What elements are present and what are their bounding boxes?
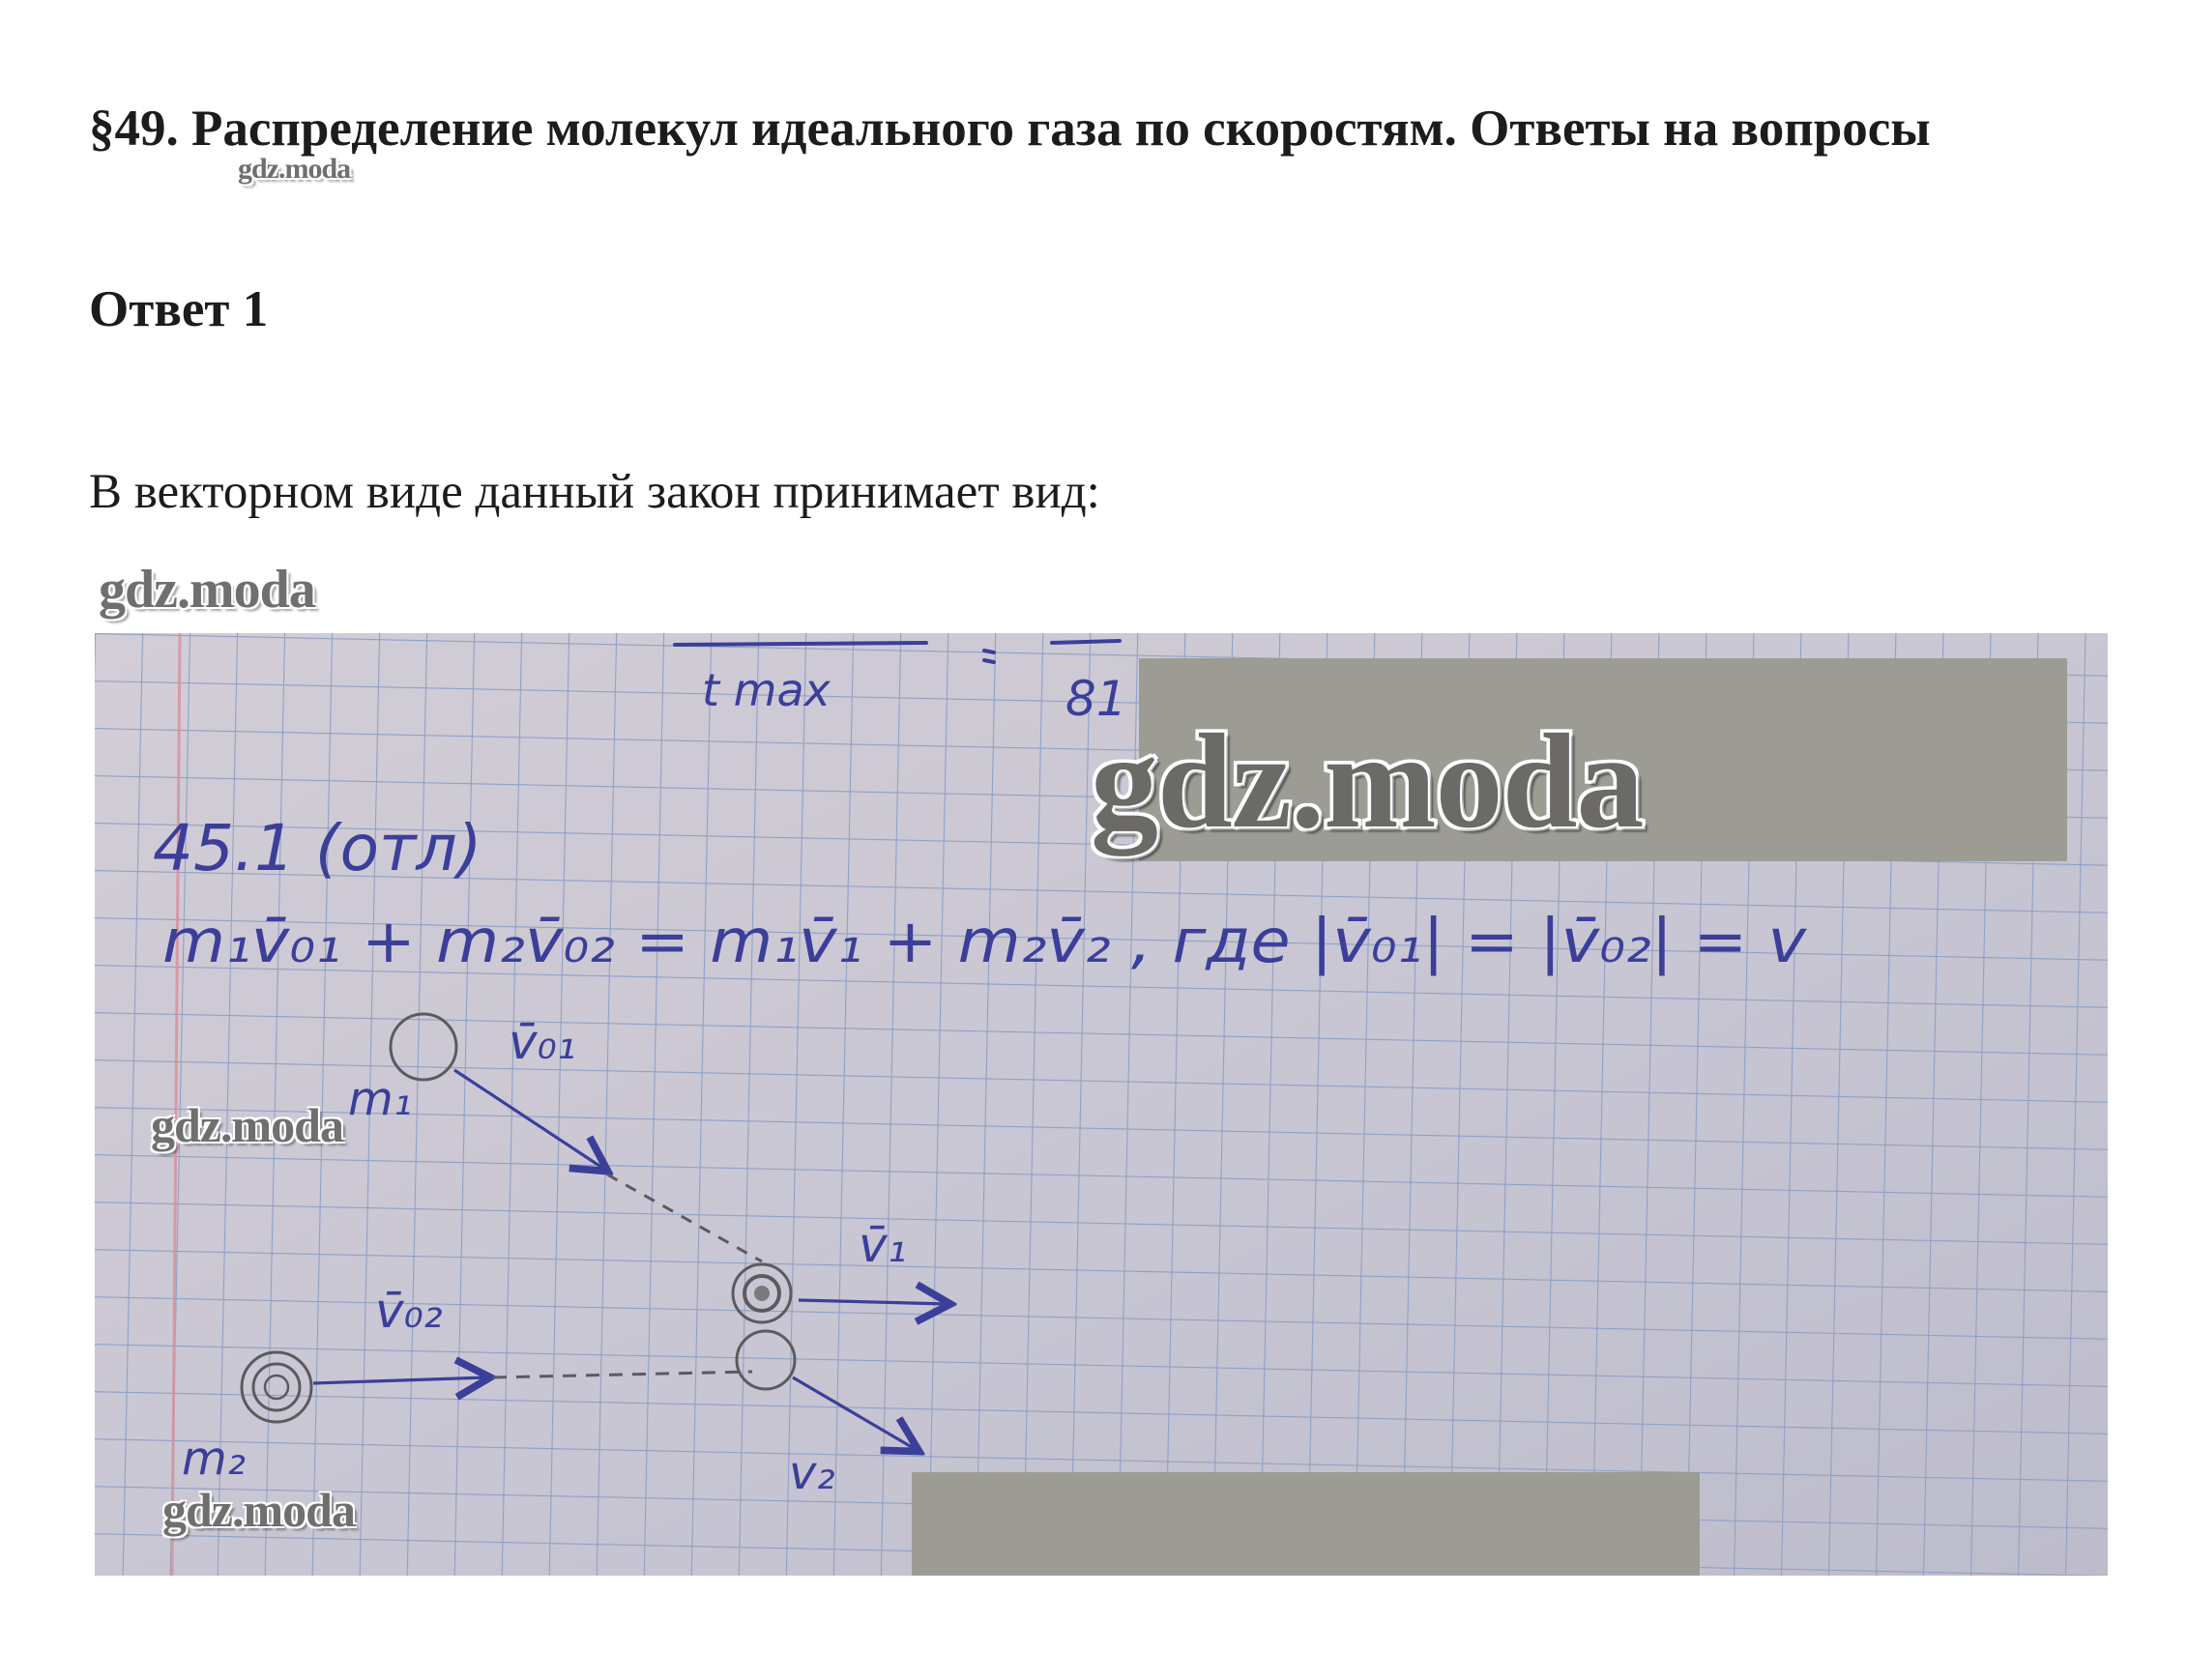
- page-title: §49. Распределение молекул идеального газа по скоростям. Ответы на вопросы: [89, 101, 1931, 157]
- gray-overlay: [912, 1472, 1700, 1576]
- fraction-value: 81: [1065, 671, 1127, 727]
- label-v02: v̄₀₂: [375, 1283, 443, 1339]
- watermark: gdz.moda: [99, 560, 315, 620]
- momentum-equation: m₁v̄₀₁ + m₂v̄₀₂ = m₁v̄₁ + m₂v̄₂ , где |v̄₀₁| = |v̄₀₂| = v: [162, 906, 1690, 976]
- watermark: gdz.moda: [238, 153, 351, 185]
- label-v2: v₂: [789, 1446, 835, 1500]
- watermark: gdz.moda: [1091, 707, 1644, 856]
- lead-text: В векторном виде данный закон принимает вид:: [89, 465, 1100, 519]
- label-v1: v̄₁: [859, 1217, 907, 1273]
- label-v01: v̄₀₁: [509, 1014, 576, 1070]
- fraction-denominator: t max: [702, 664, 831, 716]
- problem-label: 45.1 (отл): [153, 811, 482, 885]
- watermark: gdz.moda: [151, 1098, 343, 1152]
- label-m2: m₂: [182, 1432, 246, 1486]
- answer-heading: Ответ 1: [89, 281, 269, 337]
- notebook-photo: [95, 633, 2108, 1576]
- label-m1: m₁: [348, 1072, 412, 1126]
- watermark: gdz.moda: [162, 1483, 355, 1537]
